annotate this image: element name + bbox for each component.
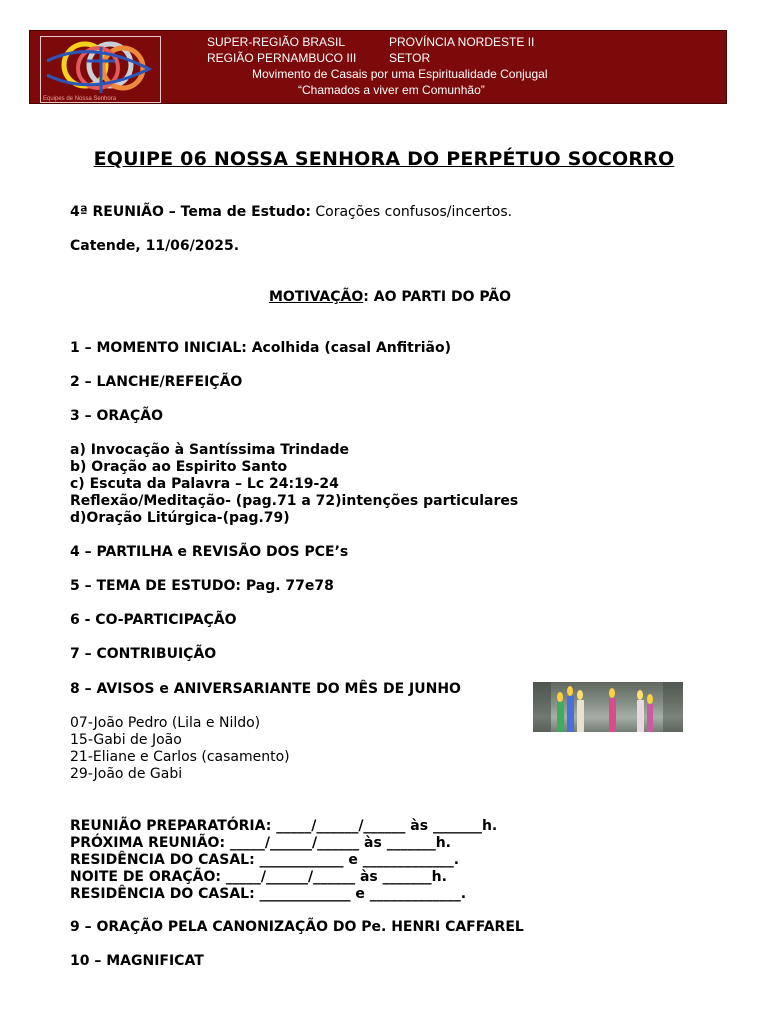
ens-logo (40, 36, 161, 103)
regiao: REGIÃO PERNAMBUCO III (207, 51, 357, 65)
super-regiao: SUPER-REGIÃO BRASIL (207, 35, 346, 49)
reuniao-preparatoria: REUNIÃO PREPARATÓRIA: _____/______/______ às _______h. (70, 818, 498, 834)
proxima-reuniao: PRÓXIMA REUNIÃO: _____/______/______ às _______h. (70, 835, 451, 851)
residencia-casal-2: RESIDÊNCIA DO CASAL: _____________ e _____________. (70, 886, 467, 902)
aniversariante-3: 21-Eliane e Carlos (casamento) (70, 749, 290, 765)
setor: SETOR (389, 51, 431, 65)
ens-logo-icon (41, 37, 160, 102)
item-8: 8 – AVISOS e ANIVERSARIANTE DO MÊS DE JUNHO (70, 681, 461, 697)
motivacao-label: MOTIVAÇÃO (268, 289, 364, 305)
item-7: 7 – CONTRIBUIÇÃO (70, 646, 217, 662)
provincia: PROVÍNCIA NORDESTE II (389, 35, 535, 49)
logo-caption: Equipes de Nossa Senhora (43, 96, 117, 102)
item-6: 6 - CO-PARTICIPAÇÃO (70, 612, 237, 628)
local-data: Catende, 11/06/2025. (70, 238, 240, 254)
item-4: 4 – PARTILHA e REVISÃO DOS PCE’s (70, 544, 349, 560)
motivacao-line (6, 289, 768, 305)
header-banner (29, 30, 727, 104)
item-5: 5 – TEMA DE ESTUDO: Pag. 77e78 (70, 578, 334, 594)
aniversariante-4: 29-João de Gabi (70, 766, 183, 782)
aniversariante-1: 07-João Pedro (Lila e Nildo) (70, 715, 261, 731)
reuniao-line (70, 204, 512, 221)
item-3c: c) Escuta da Palavra – Lc 24:19-24 (70, 476, 339, 492)
reuniao-tema: Corações confusos/incertos. (310, 204, 513, 220)
aniversariante-2: 15-Gabi de João (70, 732, 182, 748)
motivacao-text: : AO PARTI DO PÃO (363, 289, 512, 305)
item-2: 2 – LANCHE/REFEIÇÃO (70, 374, 243, 390)
item-3b: b) Oração ao Espirito Santo (70, 459, 288, 475)
reuniao-label: 4ª REUNIÃO – Tema de Estudo: (70, 204, 311, 220)
residencia-casal-1: RESIDÊNCIA DO CASAL: ____________ e _____________. (70, 852, 460, 868)
item-3-reflexao: Reflexão/Meditação- (pag.71 a 72)intenções particulares (70, 493, 519, 509)
item-1: 1 – MOMENTO INICIAL: Acolhida (casal Anfitrião) (70, 340, 452, 356)
noite-de-oracao: NOITE DE ORAÇÃO: _____/______/______ às _______h. (70, 869, 447, 885)
lema: “Chamados a viver em Comunhão” (298, 83, 485, 97)
item-3: 3 – ORAÇÃO (70, 408, 164, 424)
document-title: EQUIPE 06 NOSSA SENHORA DO PERPÉTUO SOCORRO (93, 148, 675, 170)
item-10: 10 – MAGNIFICAT (70, 953, 204, 969)
item-3a: a) Invocação à Santíssima Trindade (70, 442, 349, 458)
movimento: Movimento de Casais por uma Espiritualidade Conjugal (252, 67, 548, 81)
item-9: 9 – ORAÇÃO PELA CANONIZAÇÃO DO Pe. HENRI CAFFAREL (70, 919, 524, 935)
item-3d: d)Oração Litúrgica-(pag.79) (70, 510, 290, 526)
birthday-candles-photo (533, 682, 683, 732)
